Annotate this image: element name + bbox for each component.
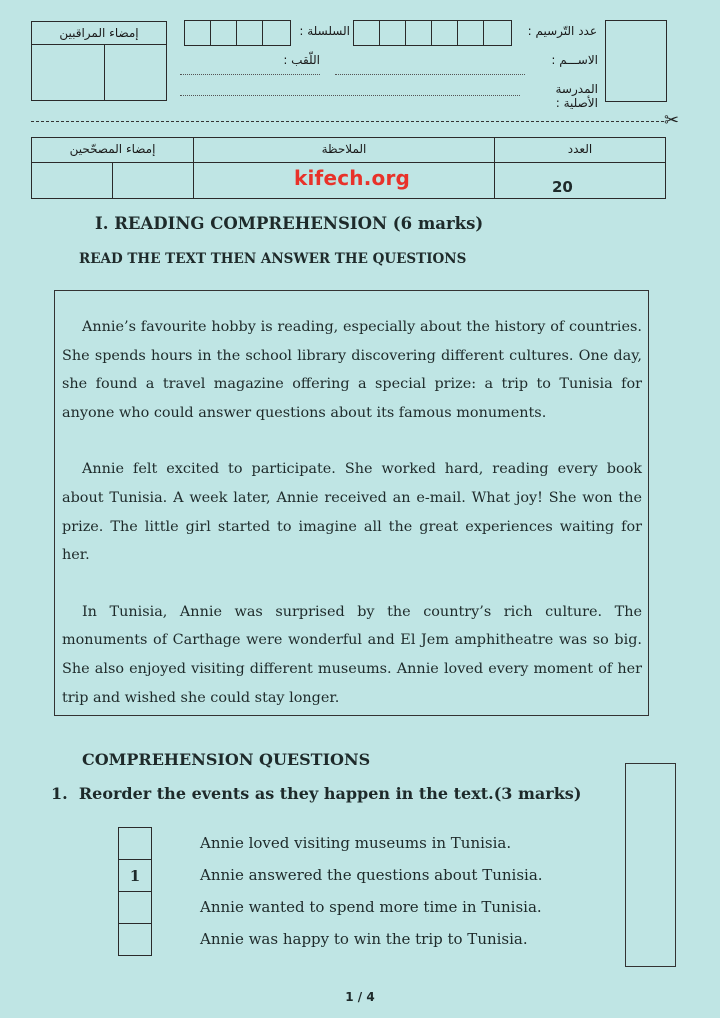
grading-col-divider-3: [112, 162, 113, 198]
event-2: Annie answered the questions about Tunisia.: [200, 866, 543, 884]
registration-number-field[interactable]: [353, 20, 512, 46]
remark-label: الملاحظة: [321, 142, 367, 156]
event-3: Annie wanted to spend more time in Tunisia.: [200, 898, 542, 916]
watermark-logo: kifech.org: [294, 166, 411, 190]
section-instruction: READ THE TEXT THEN ANSWER THE QUESTIONS: [79, 251, 467, 267]
series-number-field[interactable]: [184, 20, 291, 46]
signature-divider: [104, 44, 105, 100]
order-boxes: [118, 827, 152, 956]
name-label: الاســـم :: [551, 53, 598, 67]
correctors-signature-label: إمضاء المصحّحين: [69, 142, 156, 156]
scissors-icon: ✂: [664, 110, 680, 131]
order-box-1[interactable]: [119, 828, 151, 860]
passage-paragraph-2: Annie felt excited to participate. She worked hard, reading every book about Tunisia. A week later, Annie received an e-mail. What joy! She won the prize. The little girl started to imagine all the great experiences waiting for her.: [62, 461, 642, 564]
reg-digit-1[interactable]: [354, 21, 380, 45]
reading-passage: [54, 290, 649, 716]
passage-paragraph-1: Annie’s favourite hobby is reading, especially about the history of countries. She spends hours in the school library discovering different cultures. One day, she found a travel magazine offering a special prize: a trip to Tunisia for anyone who could answer questions about its famous monuments.: [62, 319, 642, 421]
score-label: العدد: [567, 142, 593, 156]
reg-digit-5[interactable]: [458, 21, 484, 45]
reg-digit-6[interactable]: [484, 21, 510, 45]
supervisors-signature-label: إمضاء المراقبين: [32, 22, 166, 45]
series-digit-3[interactable]: [237, 21, 263, 45]
page-number: 1 / 4: [345, 990, 375, 1004]
passage-paragraph-3: In Tunisia, Annie was surprised by the country’s rich culture. The monuments of Carthage were wonderful and El Jem amphitheatre was so big. She also enjoyed visiting different museums. Annie loved every moment of her trip and wished she could stay longer.: [62, 603, 642, 706]
event-4: Annie was happy to win the trip to Tunisia.: [200, 930, 528, 948]
order-box-3[interactable]: [119, 892, 151, 924]
reg-digit-3[interactable]: [406, 21, 432, 45]
school-label: المدرسة الأصلية :: [555, 82, 598, 110]
max-score: 20: [552, 178, 573, 196]
series-label: السلسلة :: [299, 24, 350, 38]
series-digit-2[interactable]: [211, 21, 237, 45]
order-box-4[interactable]: [119, 924, 151, 955]
series-digit-1[interactable]: [185, 21, 211, 45]
series-digit-4[interactable]: [263, 21, 289, 45]
questions-heading: COMPREHENSION QUESTIONS: [82, 750, 371, 769]
marks-box: [625, 763, 676, 967]
reg-digit-4[interactable]: [432, 21, 458, 45]
registration-number-label: عدد التّرسيم :: [527, 24, 597, 38]
order-box-2[interactable]: 1: [119, 860, 151, 892]
school-field[interactable]: [180, 83, 520, 96]
reg-digit-2[interactable]: [380, 21, 406, 45]
score-field[interactable]: [495, 163, 665, 198]
name-field[interactable]: [335, 62, 525, 75]
event-list: [200, 827, 543, 955]
event-1: Annie loved visiting museums in Tunisia.: [200, 834, 512, 852]
cut-line: [31, 121, 664, 122]
question-1-title: 1. Reorder the events as they happen in the text.(3 marks): [51, 784, 582, 803]
photo-box: [605, 20, 667, 102]
supervisors-signature-box: [31, 21, 167, 101]
section-title: I. READING COMPREHENSION (6 marks): [95, 214, 484, 233]
